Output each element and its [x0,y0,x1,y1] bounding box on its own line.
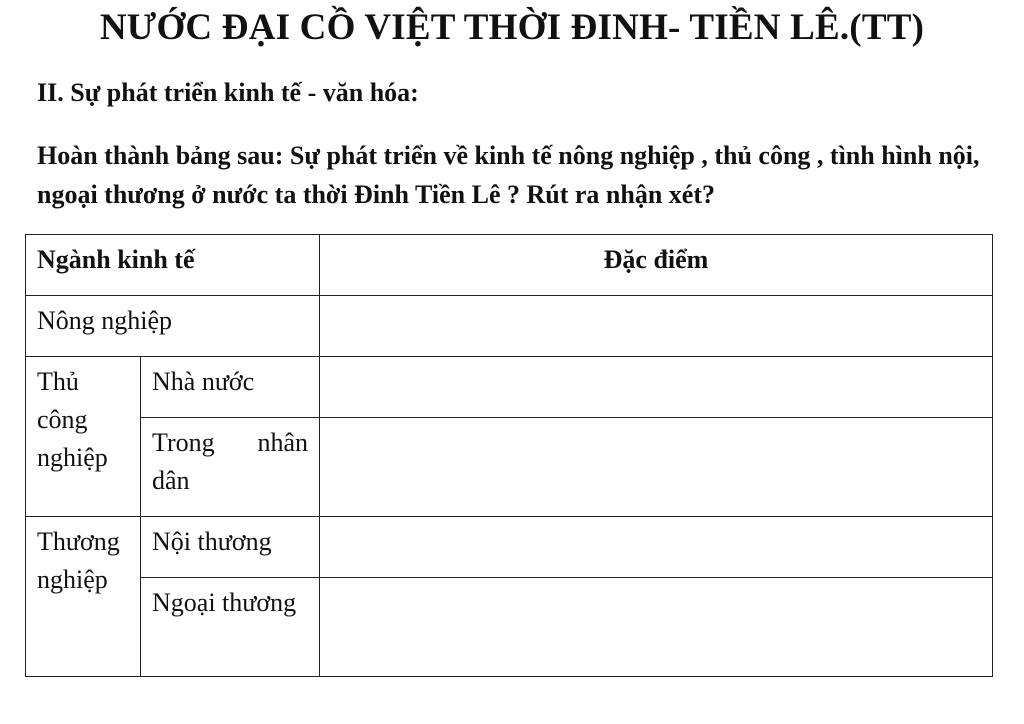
features-cell-people [320,418,993,517]
table-row [26,357,993,418]
header-features: Đặc điểm [320,235,993,296]
sub-label-people-word2: nhân [257,428,308,457]
sub-label-people [141,418,320,517]
table-header-row [26,235,993,296]
sub-label-people-word3: dân [152,466,190,495]
sub-label-people-word1: Trong [152,428,215,457]
features-cell-foreign-trade [320,578,993,677]
features-cell-agriculture [320,296,993,357]
row-label-handicraft: Thủ công nghiệp [26,357,141,517]
table-row [26,578,993,677]
row-label-agriculture: Nông nghiệp [26,296,320,357]
sub-label-state: Nhà nước [141,357,320,418]
instruction-text: Hoàn thành bảng sau: Sự phát triển về kinh tế nông nghiệp , thủ công , tình hình nội, ngoại thương ở nước ta thời Đinh Tiền Lê ? Rút ra nhận xét? [37,141,980,209]
table-row [26,517,993,578]
economy-table [25,234,993,677]
document-title: NƯỚC ĐẠI CỒ VIỆT THỜI ĐINH- TIỀN LÊ.(TT) [99,7,925,48]
table-row [26,418,993,517]
section-heading: II. Sự phát triển kinh tế - văn hóa: [37,78,419,107]
table-row [26,296,993,357]
header-sector: Ngành kinh tế [26,235,320,296]
sub-label-foreign-trade: Ngoại thương [141,578,320,677]
row-label-commerce: Thương nghiệp [26,517,141,677]
sub-label-domestic-trade: Nội thương [141,517,320,578]
features-cell-domestic-trade [320,517,993,578]
features-cell-state [320,357,993,418]
